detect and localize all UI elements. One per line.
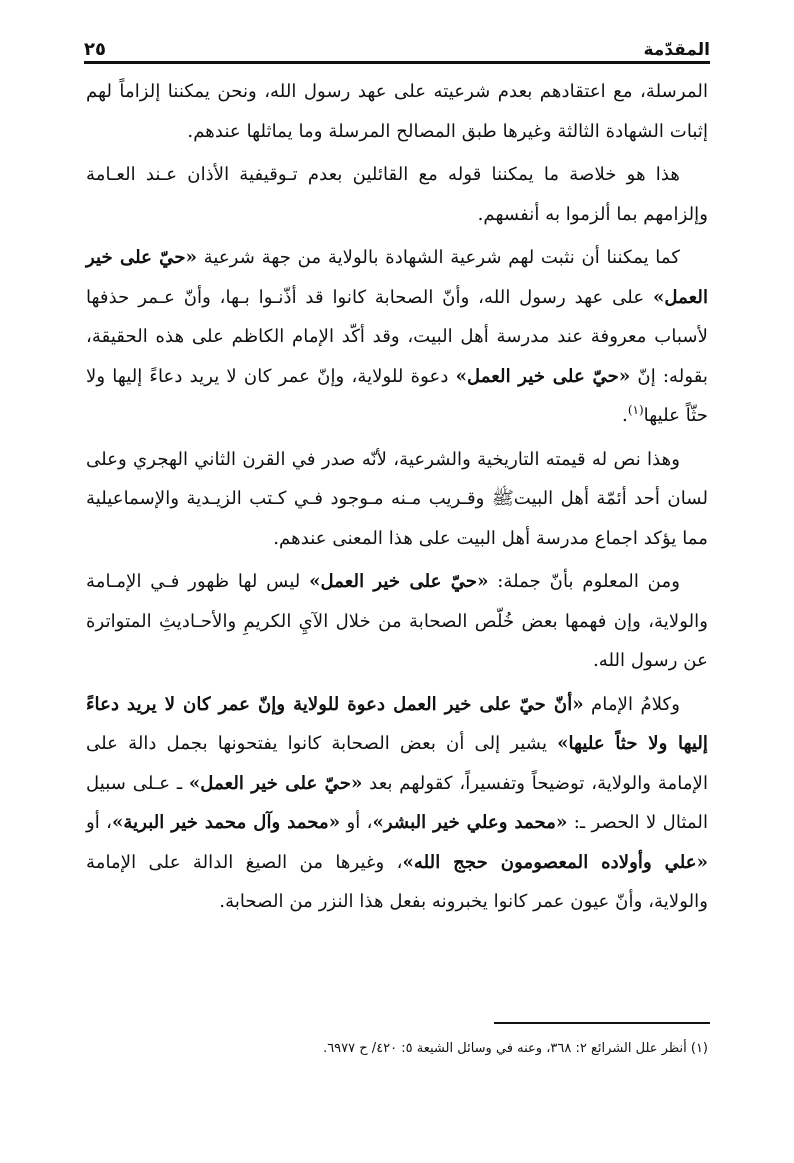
main-text <box>86 72 708 926</box>
paragraph-6-text-k: ، وغيرها من الصيغ الدالة على الإمامة والولاية، وأنّ عيون عمر كانوا يخبرونه بفعل هذا النزر من الصحابة. <box>86 851 708 912</box>
chapter-title: المقدّمة <box>643 40 710 60</box>
paragraph-3-text-e: دعوة للولاية، وإنّ عمر كان لا يريد دعاءً إليها ولا حثّاً عليها <box>86 365 708 426</box>
paragraph-5-text-a: ومن المعلوم بأنّ جملة: <box>488 571 680 592</box>
paragraph-6-text-a: وكلامُ الإمام <box>583 693 680 715</box>
quote-hayya-ala-khayr-al-amal-4: «حيّ على خير العمل» <box>188 772 363 794</box>
paragraph-6 <box>86 685 708 922</box>
footnote: (١) أنظر علل الشرائع ٢: ٣٦٨، وعنه في وسائل الشيعة ٥: ٤٢٠/ ح ٦٩٧٧. <box>323 1041 708 1056</box>
quote-hayya-ala-khayr-al-amal-2: «حيّ على خير العمل» <box>455 365 631 387</box>
paragraph-6-text-e: ـ عـلى سبيل المثال لا الحصر ـ: <box>86 772 708 833</box>
paragraph-1: المرسلة، مع اعتقادهم بعدم شرعيته على عهد رسول الله، ونحن يمكننا إلزاماً لهم إثبات الشهادة الثالثة وغيرها طبق المصالح المرسلة وما يماثلها عندهم. <box>86 81 708 142</box>
quote-hayya-ala-khayr-al-amal-3: «حيّ على خير العمل» <box>309 571 489 592</box>
paragraph-3-text-a: كما يمكننا أن نثبت لهم شرعية الشهادة بالولاية من جهة شرعية <box>196 247 680 268</box>
footnote-marker[interactable]: (١) <box>627 402 644 417</box>
quote-hayya-ala-khayr-al-amal: «حيّ على خير العمل» <box>86 247 708 308</box>
paragraph-6-text-g: ، أو <box>340 812 373 833</box>
paragraph-3-text-c: على عهد رسول الله، وأنّ الصحابة كانوا قد أذّنـوا بـها، وأنّ عـمر حذفها لأسباب معروفة عند مدرسة أهل البيت، وقد أكّد الإمام الكاظم على هذه الحقيقة، بقوله: إنّ <box>86 286 708 387</box>
paragraph-2: هذا هو خلاصة ما يمكننا قوله مع القائلين بعدم تـوقيفية الأذان عـند العـامة وإلزامهم بما ألزموا به أنفسهم. <box>86 164 708 225</box>
page-number: ٢٥ <box>84 39 106 60</box>
paragraph-5 <box>86 562 708 681</box>
paragraph-3-text-f: . <box>622 405 628 426</box>
quote-formula-1: «محمد وعلي خير البشر» <box>372 812 568 833</box>
header-divider <box>84 61 710 64</box>
paragraph-4: وهذا نص له قيمته التاريخية والشرعية، لأنّه صدر في القرن الثاني الهجري وعلى لسان أحد أئمّة أهل البيتﷺ وقـريب مـنه مـوجود فـي كـتب الزيـدية والإسماعيلية مما يؤكد اجماع مدرسة أهل البيت على هذا المعنى عندهم. <box>86 448 708 549</box>
page-header <box>84 26 710 60</box>
quote-formula-3: «علي وأولاده المعصومون حجج الله» <box>402 851 708 873</box>
quote-formula-2: «محمد وآل محمد خير البرية» <box>112 812 341 833</box>
paragraph-6-text-c: يشير إلى أن بعض الصحابة كانوا يفتحونها بجمل دالة على الإمامة والولاية، توضيحاً وتفسيراً، كقولهم بعد <box>86 733 708 794</box>
paragraph-3 <box>86 238 708 436</box>
quote-imam-statement: «أنّ حيّ على خير العمل دعوة للولاية وإنّ عمر كان لا يريد دعاءً إليها ولا حثاً عليها» <box>86 693 708 754</box>
footnote-divider <box>494 1022 710 1024</box>
paragraph-6-text-i: ، أو <box>86 812 113 833</box>
paragraph-5-text-c: ليس لها ظهور فـي الإمـامة والولاية، وإن فهمها بعض خُلّص الصحابة من خلال الآيِ الكريمِ والأحـاديثِ المتواترة عن رسول الله. <box>86 571 708 671</box>
